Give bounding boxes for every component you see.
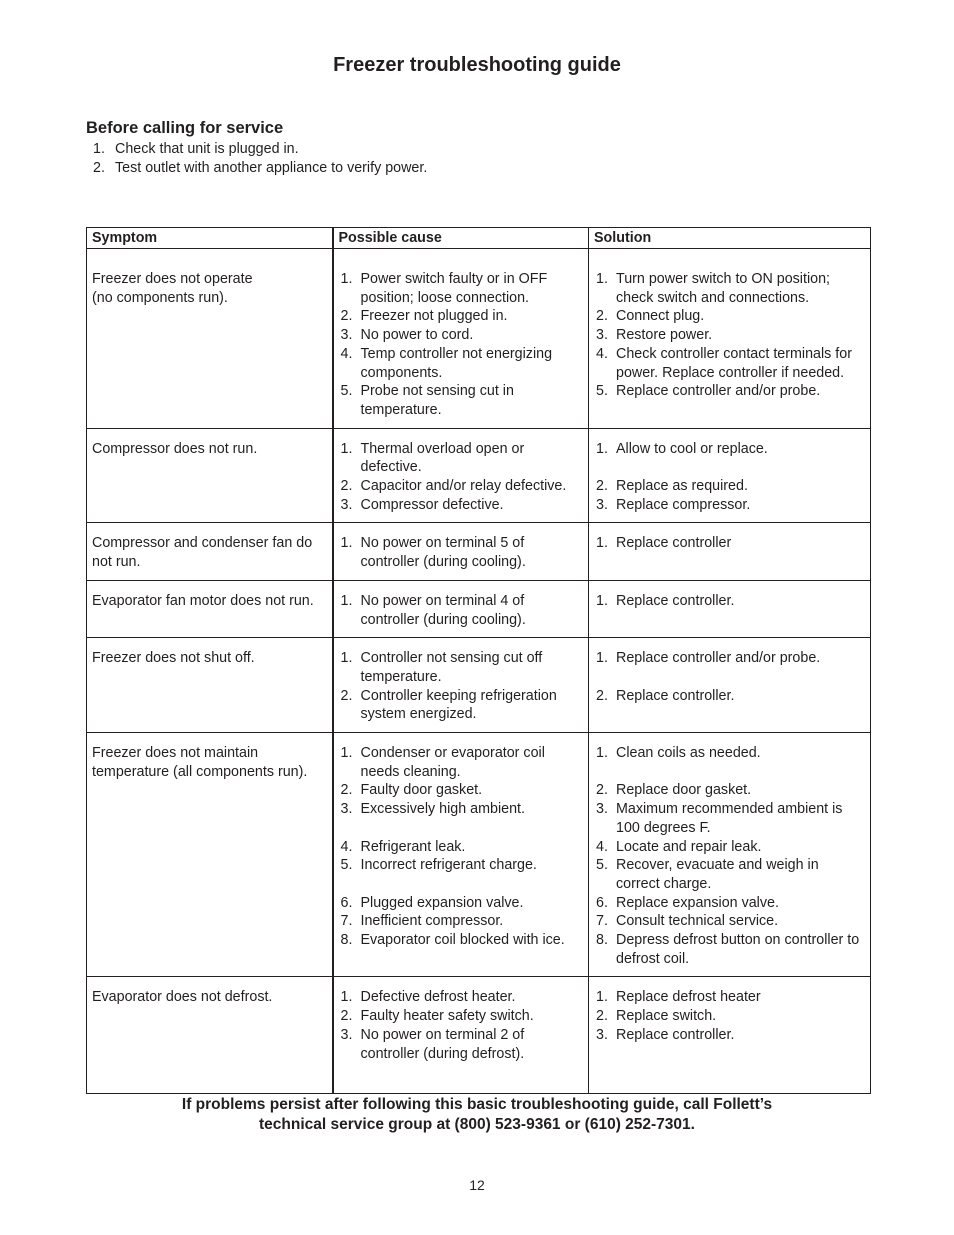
cause-item-number: 8. — [340, 932, 353, 949]
solution-list — [593, 744, 866, 968]
cause-item-text: No power to cord. — [360, 327, 474, 344]
cause-list — [338, 534, 585, 571]
cause-item-text: No power on terminal 5 of controller (during cooling). — [360, 535, 526, 571]
cause-item-number: 2. — [340, 687, 353, 704]
page-number: 12 — [469, 1177, 485, 1193]
solution-list — [593, 440, 866, 515]
cause-item-text: Probe not sensing cut in temperature. — [360, 383, 514, 418]
solution-item — [593, 477, 866, 496]
cause-item-text: Thermal overload open or defective. — [360, 440, 525, 476]
cause-item-text: Condenser or evaporator coil needs cleaning. — [360, 745, 545, 780]
symptom-text: Compressor does not run. — [92, 440, 258, 457]
solution-item-text: Replace controller and/or probe. — [616, 383, 821, 400]
cause-item — [338, 1026, 585, 1063]
solution-item-number: 1. — [596, 989, 608, 1006]
solution-item-number: 2. — [596, 478, 608, 495]
cause-item-number: 2. — [340, 308, 353, 325]
cause-list — [338, 744, 585, 950]
cause-item-text: No power on terminal 2 of controller (during defrost). — [360, 1026, 525, 1062]
closing-note — [0, 1095, 954, 1135]
cause-item-text: Temp controller not energizing components. — [360, 345, 553, 381]
solution-item-number: 1. — [596, 535, 608, 552]
cause-item-text: Evaporator coil blocked with ice. — [360, 932, 565, 949]
solution-cell — [589, 733, 871, 977]
cause-item — [338, 988, 585, 1007]
solution-item — [593, 800, 866, 837]
solution-item — [593, 838, 866, 857]
cause-item-text: Faulty door gasket. — [360, 782, 483, 799]
cause-list — [338, 988, 585, 1063]
cause-item — [338, 687, 585, 724]
solution-item-number: 4. — [596, 838, 608, 855]
solution-item-number: 6. — [596, 894, 608, 911]
cause-item — [338, 912, 585, 931]
cause-item-number: 3. — [340, 496, 353, 513]
cause-item-number: 4. — [340, 345, 353, 362]
cause-item — [338, 270, 585, 307]
solution-item-text: Allow to cool or replace. — [616, 440, 768, 457]
solution-item-number: 5. — [596, 857, 608, 874]
cause-item-text: Freezer not plugged in. — [360, 308, 508, 325]
solution-item — [593, 440, 866, 459]
list-spacer — [338, 875, 585, 894]
solution-item — [593, 307, 866, 326]
cause-item-number: 1. — [340, 440, 353, 457]
closing-note-line: technical service group at (800) 523-9361 or (610) 252-7301. — [259, 1116, 695, 1133]
symptom-cell — [87, 977, 333, 1094]
table-row — [87, 428, 871, 523]
solution-item — [593, 744, 866, 763]
cause-item-number: 2. — [340, 782, 353, 799]
solution-item-text: Depress defrost button on controller to defrost coil. — [616, 932, 860, 967]
symptom-cell — [87, 428, 333, 523]
solution-item — [593, 649, 866, 668]
solution-item-text: Turn power switch to ON position; check switch and connections. — [616, 271, 831, 306]
solution-item — [593, 326, 866, 345]
list-spacer — [593, 763, 866, 782]
cause-item — [338, 307, 585, 326]
cause-item-text: Capacitor and/or relay defective. — [360, 478, 567, 495]
cause-item-number: 4. — [340, 838, 353, 855]
solution-item-number: 5. — [596, 383, 608, 400]
cause-list — [338, 649, 585, 724]
header-possible-cause: Possible cause — [333, 228, 589, 249]
solution-cell — [589, 580, 871, 637]
table-row — [87, 733, 871, 977]
cause-item — [338, 345, 585, 382]
solution-cell — [589, 638, 871, 733]
cause-item-number: 1. — [340, 535, 353, 552]
solution-item-text: Replace controller. — [616, 687, 735, 704]
before-service-heading: Before calling for service — [86, 119, 284, 137]
solution-item-text: Consult technical service. — [616, 913, 779, 930]
closing-note-line: If problems persist after following this basic troubleshooting guide, call Follett’s — [181, 1096, 773, 1113]
solution-item-text: Replace compressor. — [616, 496, 751, 513]
cause-item-number: 1. — [340, 650, 353, 667]
solution-cell — [589, 249, 871, 429]
solution-item-text: Recover, evacuate and weigh in correct charge. — [616, 857, 819, 892]
symptom-cell — [87, 580, 333, 637]
list-item — [93, 140, 427, 159]
cause-item-text: Power switch faulty or in OFF position; loose connection. — [360, 271, 548, 306]
cause-list — [338, 270, 585, 420]
list-item-number: 2. — [93, 160, 105, 176]
solution-item-number: 2. — [596, 782, 608, 799]
symptom-text: Freezer does not maintain temperature (all components run). — [92, 745, 308, 780]
solution-item-text: Check controller contact terminals for power. Replace controller if needed. — [616, 345, 852, 381]
solution-item-text: Replace switch. — [616, 1008, 717, 1025]
solution-item-number: 2. — [596, 1008, 608, 1025]
list-item-number: 1. — [93, 141, 105, 157]
cause-item-number: 6. — [340, 894, 353, 911]
cause-item — [338, 496, 585, 515]
cause-item-number: 3. — [340, 327, 353, 344]
solution-item — [593, 894, 866, 913]
possible-cause-cell — [333, 249, 589, 429]
cause-item-number: 1. — [340, 592, 353, 609]
cause-item-number: 2. — [340, 478, 353, 495]
solution-list — [593, 649, 866, 705]
cause-item — [338, 477, 585, 496]
cause-item-number: 1. — [340, 271, 353, 287]
cause-item-text: No power on terminal 4 of controller (during cooling). — [360, 592, 526, 628]
header-symptom: Symptom — [87, 228, 333, 249]
symptom-cell — [87, 523, 333, 580]
solution-item-text: Replace controller. — [616, 1026, 735, 1043]
cause-item-number: 3. — [340, 801, 353, 818]
list-spacer — [593, 668, 866, 687]
table-header-row — [87, 228, 871, 249]
solution-list — [593, 592, 866, 611]
solution-list — [593, 988, 866, 1044]
solution-item-number: 1. — [596, 271, 608, 287]
solution-item-text: Replace door gasket. — [616, 782, 752, 799]
symptom-cell — [87, 733, 333, 977]
list-item — [93, 159, 427, 178]
cause-item-number: 2. — [340, 1008, 353, 1025]
troubleshooting-table — [86, 227, 871, 1094]
solution-cell — [589, 428, 871, 523]
solution-item-number: 2. — [596, 308, 608, 325]
cause-item-number: 1. — [340, 989, 353, 1006]
solution-item-text: Replace controller. — [616, 592, 735, 609]
table-row — [87, 638, 871, 733]
solution-item — [593, 270, 866, 307]
header-solution: Solution — [589, 228, 871, 249]
table-row — [87, 523, 871, 580]
page-title: Freezer troubleshooting guide — [333, 54, 621, 76]
cause-list — [338, 592, 585, 629]
cause-item-text: Faulty heater safety switch. — [360, 1008, 534, 1025]
solution-item-number: 8. — [596, 932, 608, 949]
solution-item-text: Replace controller — [616, 535, 732, 552]
solution-item-text: Replace expansion valve. — [616, 894, 779, 911]
solution-item-text: Replace defrost heater — [616, 989, 761, 1006]
solution-item — [593, 988, 866, 1007]
possible-cause-cell — [333, 638, 589, 733]
solution-cell — [589, 523, 871, 580]
cause-item — [338, 856, 585, 875]
solution-item-text: Locate and repair leak. — [616, 838, 762, 855]
cause-item-number: 1. — [340, 745, 353, 762]
solution-item-text: Clean coils as needed. — [616, 745, 761, 762]
symptom-text: Compressor and condenser fan do not run. — [92, 535, 313, 571]
solution-item-number: 3. — [596, 1026, 608, 1043]
solution-item — [593, 1026, 866, 1045]
cause-item — [338, 800, 585, 819]
solution-item — [593, 382, 866, 401]
before-service-list — [93, 140, 427, 178]
symptom-text: Evaporator does not defrost. — [92, 989, 273, 1006]
solution-item-text: Connect plug. — [616, 308, 705, 325]
cause-item-text: Refrigerant leak. — [360, 838, 466, 855]
table-row — [87, 249, 871, 429]
cause-item-number: 7. — [340, 913, 353, 930]
solution-item-number: 1. — [596, 745, 608, 762]
cause-item — [338, 440, 585, 477]
solution-item-number: 1. — [596, 650, 608, 667]
solution-list — [593, 270, 866, 401]
possible-cause-cell — [333, 733, 589, 977]
cause-item-text: Excessively high ambient. — [360, 801, 525, 818]
cause-item — [338, 382, 585, 419]
cause-item — [338, 534, 585, 571]
cause-item — [338, 838, 585, 857]
solution-item-number: 4. — [596, 345, 608, 362]
solution-item — [593, 345, 866, 382]
solution-item — [593, 856, 866, 893]
possible-cause-cell — [333, 580, 589, 637]
solution-cell — [589, 977, 871, 1094]
cause-item-text: Controller not sensing cut off temperature. — [360, 650, 543, 685]
table-body — [87, 249, 871, 1094]
symptom-text: Evaporator fan motor does not run. — [92, 592, 314, 609]
solution-item — [593, 1007, 866, 1026]
solution-item — [593, 496, 866, 515]
cause-item — [338, 649, 585, 686]
solution-item-number: 3. — [596, 496, 608, 513]
solution-item — [593, 931, 866, 968]
cause-item-text: Controller keeping refrigeration system energized. — [360, 687, 557, 723]
solution-item-number: 3. — [596, 801, 608, 818]
cause-item-number: 3. — [340, 1026, 353, 1043]
cause-list — [338, 440, 585, 515]
solution-item-text: Replace as required. — [616, 478, 748, 495]
cause-item — [338, 781, 585, 800]
list-spacer — [338, 819, 585, 838]
symptom-cell — [87, 638, 333, 733]
symptom-text: Freezer does not shut off. — [92, 650, 255, 667]
list-item-text: Check that unit is plugged in. — [115, 141, 299, 157]
table-row — [87, 580, 871, 637]
cause-item — [338, 592, 585, 629]
cause-item-text: Defective defrost heater. — [360, 989, 516, 1006]
symptom-text: Freezer does not operate (no components run). — [92, 271, 253, 306]
solution-item — [593, 534, 866, 553]
list-spacer — [593, 458, 866, 477]
solution-item — [593, 781, 866, 800]
possible-cause-cell — [333, 977, 589, 1094]
solution-item-text: Maximum recommended ambient is 100 degrees F. — [616, 801, 843, 836]
list-item-text: Test outlet with another appliance to verify power. — [115, 160, 428, 176]
cause-item-text: Incorrect refrigerant charge. — [360, 857, 537, 874]
table-row — [87, 977, 871, 1094]
solution-item-text: Replace controller and/or probe. — [616, 650, 821, 667]
symptom-cell — [87, 249, 333, 429]
possible-cause-cell — [333, 523, 589, 580]
cause-item-number: 5. — [340, 383, 353, 400]
solution-item-number: 1. — [596, 440, 608, 457]
cause-item — [338, 744, 585, 781]
cause-item — [338, 1007, 585, 1026]
solution-list — [593, 534, 866, 553]
solution-item — [593, 687, 866, 706]
cause-item — [338, 326, 585, 345]
solution-item-number: 1. — [596, 592, 608, 609]
solution-item — [593, 912, 866, 931]
cause-item-number: 5. — [340, 857, 353, 874]
possible-cause-cell — [333, 428, 589, 523]
cause-item-text: Compressor defective. — [360, 496, 504, 513]
cause-item-text: Inefficient compressor. — [360, 913, 504, 930]
solution-item — [593, 592, 866, 611]
cause-item — [338, 931, 585, 950]
solution-item-number: 7. — [596, 913, 608, 930]
solution-item-number: 2. — [596, 687, 608, 704]
solution-item-number: 3. — [596, 327, 608, 344]
cause-item-text: Plugged expansion valve. — [360, 894, 524, 911]
cause-item — [338, 894, 585, 913]
solution-item-text: Restore power. — [616, 327, 713, 344]
